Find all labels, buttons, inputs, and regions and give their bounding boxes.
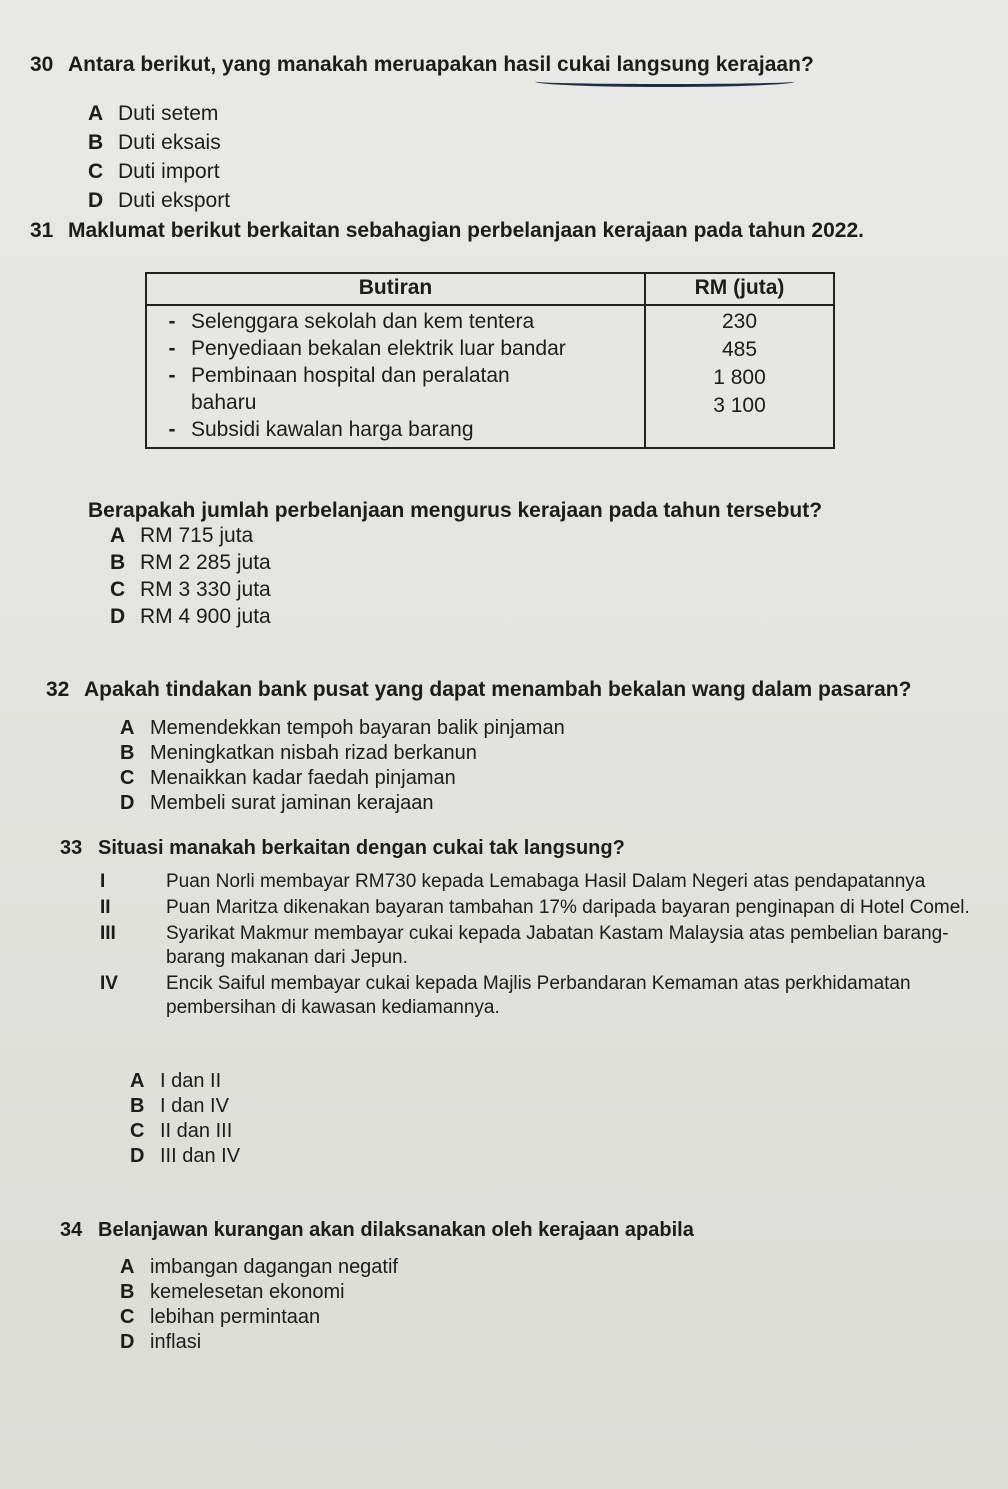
option-c[interactable]: C Menaikkan kadar faedah pinjaman bbox=[120, 767, 456, 789]
table-item: - Selenggara sekolah dan kem tentera bbox=[168, 310, 535, 333]
q33-statements bbox=[100, 870, 990, 1022]
question-text: Apakah tindakan bank pusat yang dapat menambah bekalan wang dalam pasaran? bbox=[84, 678, 912, 701]
option-d[interactable]: D RM 4 900 juta bbox=[110, 605, 271, 628]
question-33 bbox=[60, 836, 990, 861]
question-number: 30 bbox=[30, 53, 54, 76]
q30-options bbox=[88, 99, 230, 215]
option-b[interactable]: B RM 2 285 juta bbox=[110, 551, 271, 574]
question-34 bbox=[60, 1218, 990, 1243]
option-b[interactable]: B Duti eksais bbox=[88, 131, 221, 154]
question-number: 31 bbox=[30, 219, 54, 242]
q31-options bbox=[110, 522, 271, 630]
table-value: 1 800 bbox=[713, 366, 766, 389]
q33-options bbox=[130, 1069, 240, 1169]
option-b[interactable]: B kemelesetan ekonomi bbox=[120, 1281, 345, 1303]
option-a[interactable]: A imbangan dagangan negatif bbox=[120, 1256, 398, 1278]
table-items-cell bbox=[146, 305, 645, 448]
table-header-butiran: Butiran bbox=[146, 273, 645, 305]
option-c[interactable]: C RM 3 330 juta bbox=[110, 578, 271, 601]
q31-sub-question: Berapakah jumlah perbelanjaan mengurus kerajaan pada tahun tersebut? bbox=[88, 499, 823, 522]
question-30 bbox=[30, 52, 990, 77]
statement-i: I Puan Norli membayar RM730 kepada Lemabaga Hasil Dalam Negeri atas pendapatannya bbox=[100, 871, 926, 892]
option-a[interactable]: A Duti setem bbox=[88, 102, 219, 125]
question-text: Belanjawan kurangan akan dilaksanakan oleh kerajaan apabila bbox=[98, 1219, 694, 1241]
option-a[interactable]: A I dan II bbox=[130, 1070, 222, 1092]
option-d[interactable]: D III dan IV bbox=[130, 1145, 241, 1167]
option-c[interactable]: C II dan III bbox=[130, 1120, 233, 1142]
option-d[interactable]: D Membeli surat jaminan kerajaan bbox=[120, 792, 434, 814]
table-item: - Subsidi kawalan harga barang bbox=[168, 418, 474, 441]
expenditure-table bbox=[145, 272, 835, 449]
question-number: 33 bbox=[60, 837, 83, 859]
table-item: - Pembinaan hospital dan peralatan baharu bbox=[168, 364, 510, 414]
table-value: 3 100 bbox=[713, 394, 766, 417]
table-item: - Penyediaan bekalan elektrik luar bandar bbox=[168, 337, 566, 360]
question-number: 32 bbox=[46, 678, 70, 701]
option-b[interactable]: B Meningkatkan nisbah rizad berkanun bbox=[120, 742, 477, 764]
question-31 bbox=[30, 218, 1000, 243]
question-text: Maklumat berikut berkaitan sebahagian perbelanjaan kerajaan pada tahun 2022. bbox=[68, 219, 864, 242]
table-value: 485 bbox=[721, 338, 758, 361]
question-32 bbox=[46, 677, 996, 702]
option-a[interactable]: A Memendekkan tempoh bayaran balik pinjaman bbox=[120, 717, 565, 739]
table-value: 230 bbox=[721, 310, 758, 333]
table-header-rm: RM (juta) bbox=[645, 273, 834, 305]
option-c[interactable]: C lebihan permintaan bbox=[120, 1306, 321, 1328]
question-text: Situasi manakah berkaitan dengan cukai tak langsung? bbox=[98, 837, 625, 859]
statement-iii: III Syarikat Makmur membayar cukai kepada Jabatan Kastam Malaysia atas pembelian barang-barang makanan dari Jepun. bbox=[100, 923, 949, 968]
option-c[interactable]: C Duti import bbox=[88, 160, 220, 183]
pen-underline-mark bbox=[535, 76, 795, 87]
table-values-cell bbox=[645, 305, 834, 448]
option-d[interactable]: D Duti eksport bbox=[88, 189, 231, 212]
question-text: Antara berikut, yang manakah meruapakan hasil cukai langsung kerajaan? bbox=[68, 53, 814, 76]
q34-options bbox=[120, 1255, 398, 1355]
option-b[interactable]: B I dan IV bbox=[130, 1095, 229, 1117]
statement-ii: II Puan Maritza dikenakan bayaran tambahan 17% daripada bayaran penginapan di Hotel Comel. bbox=[100, 897, 970, 918]
option-d[interactable]: D inflasi bbox=[120, 1331, 202, 1353]
option-a[interactable]: A RM 715 juta bbox=[110, 524, 254, 547]
question-number: 34 bbox=[60, 1219, 83, 1241]
statement-iv: IV Encik Saiful membayar cukai kepada Majlis Perbandaran Kemaman atas perkhidamatan pembersihan di kawasan kediamannya. bbox=[100, 973, 911, 1018]
q32-options bbox=[120, 716, 565, 816]
